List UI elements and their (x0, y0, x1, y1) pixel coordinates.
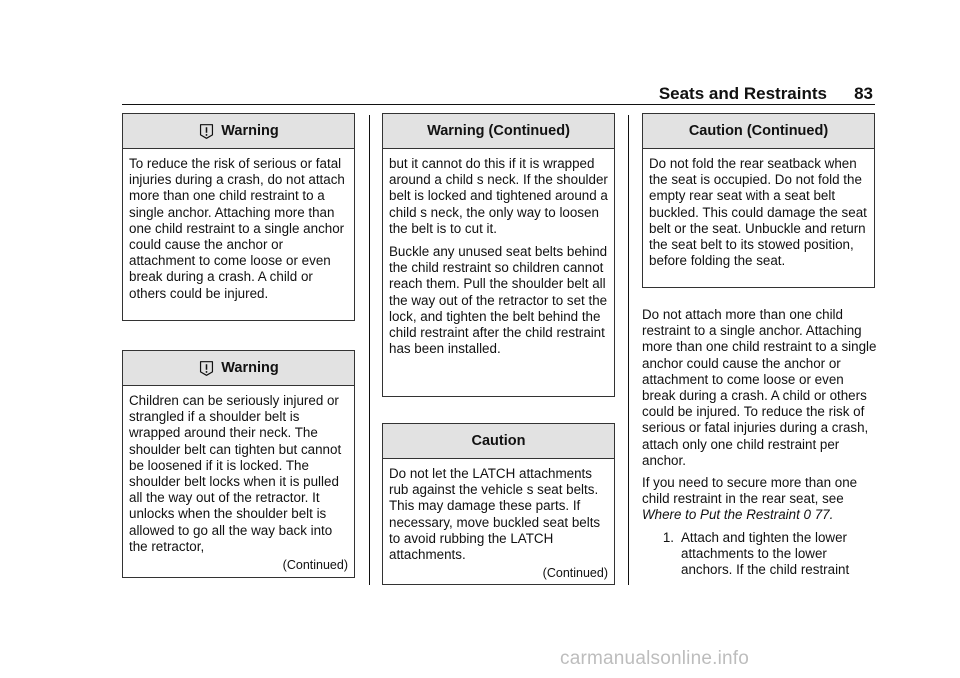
column-divider-2 (628, 115, 629, 585)
body-text-column-3 (642, 307, 878, 578)
cross-reference-arrow-icon: 0 (803, 507, 811, 523)
column-divider-1 (369, 115, 370, 585)
warning-box-text: Children can be seriously injured or strangled if a shoulder belt is wrapped around their neck. The shoulder belt can tighten but cannot be loosened if it is locked. The shoulder belt locks when it is pulled all the way out of the retractor. It unlocks when the shoulder belt is allowed to go all the way back into the retractor, (129, 393, 342, 554)
warning-box-title: Warning (221, 360, 279, 376)
caution-continued-header: Caution (Continued) (643, 114, 874, 149)
page-header (122, 84, 875, 104)
warning-box-multiple-restraints (122, 113, 355, 321)
step-text: Attach and tighten the lower attachments to the lower anchors. If the child restraint (681, 529, 850, 578)
continued-label: (Continued) (282, 558, 348, 573)
caution-box-latch (382, 423, 615, 585)
cross-reference-title: Where to Put the Restraint (642, 507, 800, 523)
caution-box-header: Caution (383, 424, 614, 459)
warning-box-header (123, 114, 354, 149)
warning-box-text: To reduce the risk of serious or fatal injuries during a crash, do not attach more than one child restraint to a single anchor. Attaching more than one child restraint to a single anchor could cause the anchor or attachment to come loose or even break during a crash. A child or others could be injured. (129, 156, 345, 301)
body-paragraph-2-lead: If you need to secure more than one child restraint in the rear seat, see (642, 475, 858, 507)
cross-reference-end: . (829, 507, 834, 523)
page-number: 83 (854, 84, 873, 103)
body-paragraph-1: Do not attach more than one child restraint to a single anchor. Attaching more than one child restraint to a single anchor could cause the anchor or attachment to come loose or even break during a crash. A child or others could be injured. To reduce the risk of serious or fatal injuries during a crash, attach only one child restraint per anchor. (642, 307, 877, 468)
warning-box-shoulder-belt (122, 350, 355, 578)
caution-box-text: Do not let the LATCH attachments rub against the vehicle s seat belts. This may damage these parts. If necessary, move buckled seat belts to avoid rubbing the LATCH attachments. (389, 466, 601, 563)
continued-label: (Continued) (542, 566, 608, 581)
watermark: carmanualsonline.info (560, 648, 750, 669)
step-number: 1. (662, 529, 674, 545)
cross-reference-link[interactable] (642, 507, 830, 522)
cross-reference-page: 77 (814, 507, 830, 523)
warning-continued-paragraph-1: but it cannot do this if it is wrapped around a child s neck. If the shoulder belt is locked and tightened around a child s neck, the only way to loosen the belt is to cut it. (389, 156, 608, 236)
warning-continued-paragraph-2: Buckle any unused seat belts behind the child restraint so children cannot reach them. Pull the shoulder belt all the way out of the retractor to set the lock, and tighten the belt behind the child restraint after the child restraint has been installed. (389, 244, 608, 357)
header-rule (122, 104, 875, 105)
warning-continued-box (382, 113, 615, 397)
warning-box-header (123, 351, 354, 386)
list-item (642, 530, 878, 579)
warning-box-title: Warning (221, 123, 279, 139)
body-paragraph-2 (642, 475, 878, 524)
caution-continued-text: Do not fold the rear seatback when the seat is occupied. Do not fold the empty rear seat with a seat belt buckled. This could damage the seat belt or the seat. Unbuckle and return the seat belt to its stowed position, before folding the seat. (649, 156, 867, 269)
warning-continued-header: Warning (Continued) (383, 114, 614, 149)
warning-icon (198, 123, 215, 140)
caution-continued-box (642, 113, 875, 288)
warning-icon (198, 360, 215, 377)
section-title: Seats and Restraints (658, 84, 827, 103)
